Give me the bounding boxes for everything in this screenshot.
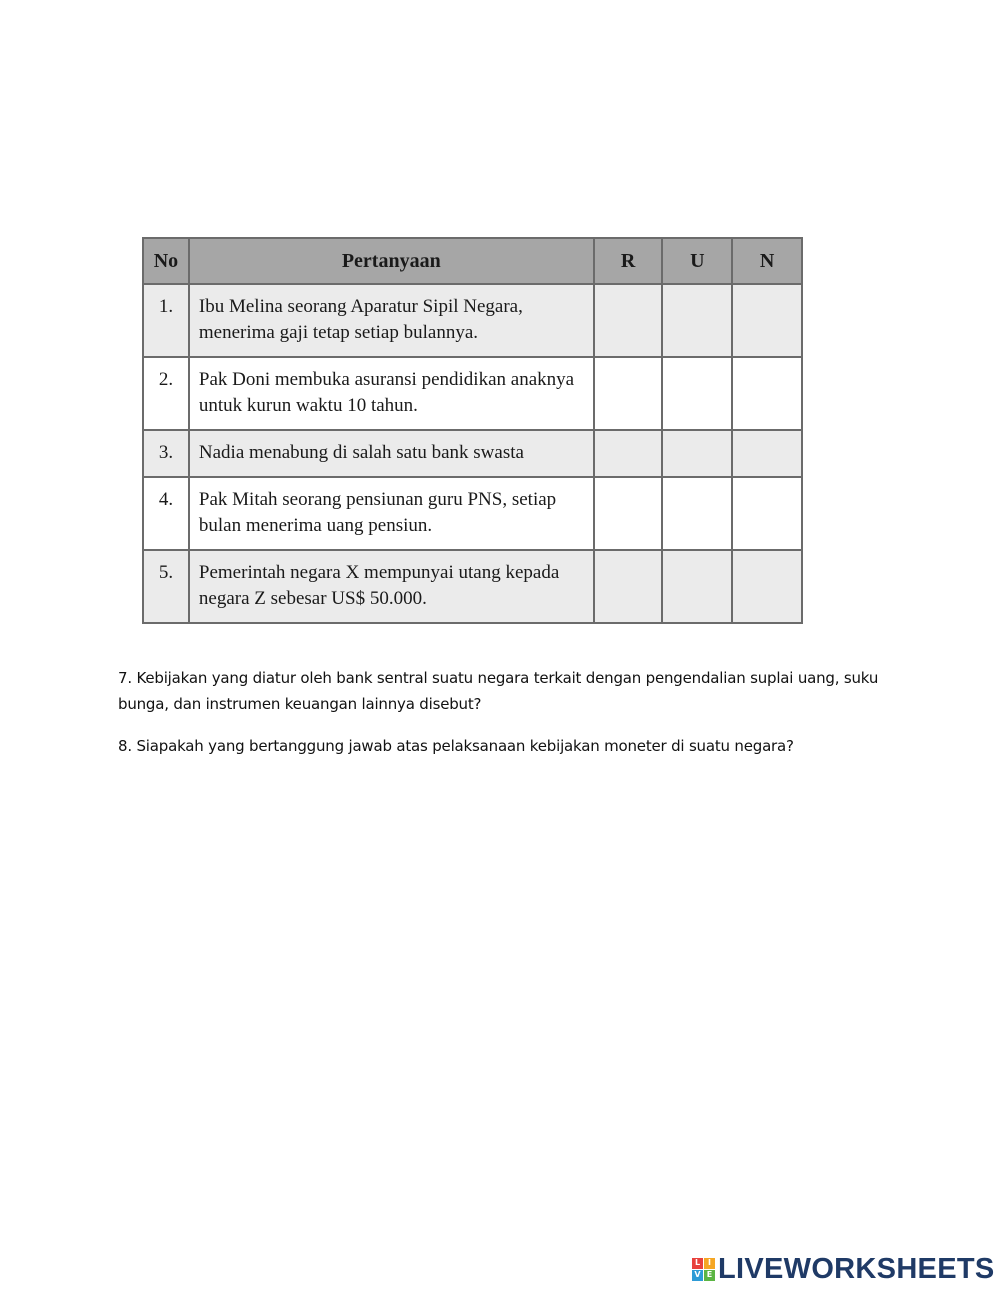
row-number: 4.	[143, 477, 189, 550]
question-line: Pak Mitah seorang pensiunan guru PNS, setiap	[198, 489, 557, 510]
question-line: Nadia menabung di salah satu bank swasta	[198, 442, 524, 463]
table-header-row	[143, 238, 802, 284]
logo-tile: I	[704, 1258, 715, 1269]
answer-cell-n[interactable]	[732, 550, 802, 623]
row-number: 3.	[143, 430, 189, 477]
question-line: negara Z sebesar US$ 50.000.	[198, 588, 427, 609]
logo-text: LIVEWORKSHEETS	[718, 1252, 995, 1285]
question-line: Pemerintah negara X mempunyai utang kepada	[198, 562, 560, 583]
question-7-line-1: 7. Kebijakan yang diatur oleh bank sentral suatu negara terkait dengan pengendalian suplai uang, suku	[118, 669, 879, 687]
question-line: Ibu Melina seorang Aparatur Sipil Negara,	[198, 296, 523, 317]
logo-tile: L	[692, 1258, 703, 1269]
logo-icon	[692, 1258, 715, 1281]
answer-cell-n[interactable]	[732, 357, 802, 430]
row-number: 2.	[143, 357, 189, 430]
answer-cell-n[interactable]	[732, 477, 802, 550]
answer-cell-r[interactable]	[594, 550, 663, 623]
logo-tile: E	[704, 1270, 715, 1281]
row-question	[189, 284, 594, 357]
row-number: 5.	[143, 550, 189, 623]
question-7-line-2: bunga, dan instrumen keuangan lainnya disebut?	[118, 695, 482, 713]
question-line: bulan menerima uang pensiun.	[198, 515, 433, 536]
row-question	[189, 430, 594, 477]
question-line: Pak Doni membuka asuransi pendidikan anaknya	[198, 369, 575, 390]
question-8: 8. Siapakah yang bertanggung jawab atas pelaksanaan kebijakan moneter di suatu negara?	[118, 737, 794, 755]
row-question	[189, 477, 594, 550]
question-table	[142, 237, 803, 624]
answer-cell-u[interactable]	[662, 430, 732, 477]
table-row	[143, 477, 802, 550]
answer-cell-r[interactable]	[594, 284, 663, 357]
answer-cell-r[interactable]	[594, 430, 663, 477]
answer-cell-n[interactable]	[732, 430, 802, 477]
header-no: No	[143, 238, 189, 284]
answer-cell-u[interactable]	[662, 477, 732, 550]
header-r: R	[594, 238, 663, 284]
row-number: 1.	[143, 284, 189, 357]
question-line: untuk kurun waktu 10 tahun.	[198, 395, 418, 416]
table-row	[143, 430, 802, 477]
row-question	[189, 550, 594, 623]
answer-cell-u[interactable]	[662, 284, 732, 357]
table-row	[143, 357, 802, 430]
question-7	[118, 665, 898, 717]
answer-cell-n[interactable]	[732, 284, 802, 357]
liveworksheets-logo	[692, 1252, 995, 1286]
answer-cell-r[interactable]	[594, 477, 663, 550]
row-question	[189, 357, 594, 430]
table-row	[143, 284, 802, 357]
answer-cell-u[interactable]	[662, 357, 732, 430]
table-row	[143, 550, 802, 623]
header-question: Pertanyaan	[189, 238, 594, 284]
question-line: menerima gaji tetap setiap bulannya.	[198, 322, 478, 343]
logo-tile: V	[692, 1270, 703, 1281]
header-u: U	[662, 238, 732, 284]
answer-cell-u[interactable]	[662, 550, 732, 623]
answer-cell-r[interactable]	[594, 357, 663, 430]
header-n: N	[732, 238, 802, 284]
